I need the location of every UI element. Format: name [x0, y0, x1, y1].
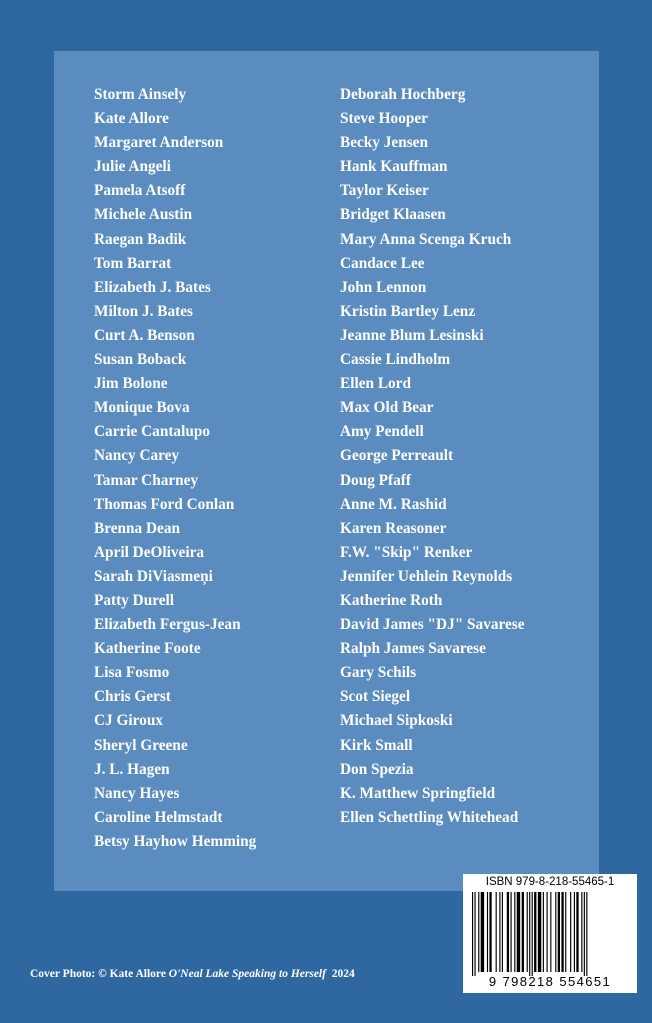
barcode-digits: 9 798218 554651 [488, 974, 612, 989]
contributor-name: Caroline Helmstadt [94, 808, 223, 826]
barcode-bar [481, 892, 484, 972]
contributor-name: Jeanne Blum Lesinski [340, 326, 484, 344]
isbn-label: ISBN 979-8-218-55465-1 [485, 876, 615, 888]
contributor-name: Kirk Small [340, 736, 413, 754]
contributor-name: Taylor Keiser [340, 182, 429, 200]
contributor-name: Chris Gerst [94, 688, 171, 706]
contributor-name: Jennifer Uehlein Reynolds [340, 567, 513, 585]
contributor-name: Nancy Carey [94, 447, 180, 465]
contributor-name: CJ Giroux [94, 712, 163, 730]
contributor-name: J. L. Hagen [94, 760, 170, 778]
barcode-bar [529, 892, 530, 976]
barcode-bars [472, 892, 628, 976]
contributor-name: Katherine Roth [340, 591, 443, 609]
barcode-bar [478, 892, 479, 972]
barcode-bar [565, 892, 566, 972]
barcode-bar [584, 892, 585, 976]
barcode-bar [487, 892, 488, 972]
contributor-name: Becky Jensen [340, 134, 428, 152]
contributor-name: Ellen Lord [340, 375, 411, 393]
contributor-name: Jim Bolone [94, 375, 168, 393]
contributor-name: John Lennon [340, 278, 427, 296]
contributor-name: Raegan Badik [94, 230, 187, 248]
contributor-name: Milton J. Bates [94, 302, 193, 320]
contributor-name: Julie Angeli [94, 158, 171, 176]
barcode-bar [574, 892, 575, 972]
contributor-name: Betsy Hayhow Hemming [94, 832, 257, 850]
contributor-name: Pamela Atsoff [94, 182, 186, 200]
contributor-name: David James "DJ" Savarese [340, 616, 525, 634]
barcode-bar [550, 892, 551, 972]
barcode-bar [576, 892, 578, 972]
barcode-bar [514, 892, 515, 972]
barcode-bar [586, 892, 587, 976]
credit-year: 2024 [331, 968, 355, 980]
contributor-name: Margaret Anderson [94, 134, 224, 152]
contributor-name: Curt A. Benson [94, 326, 195, 344]
contributor-name: F.W. "Skip" Renker [340, 543, 473, 561]
contributor-name: Nancy Hayes [94, 784, 180, 802]
contributor-name: Storm Ainsely [94, 86, 187, 103]
isbn-barcode [463, 874, 637, 993]
barcode-bar [532, 892, 533, 976]
contributor-name: Susan Boback [94, 351, 187, 369]
credit-title: O'Neal Lake Speaking to Herself [168, 968, 326, 980]
contributor-name: Michele Austin [94, 206, 193, 224]
barcode-bar [499, 892, 500, 972]
contributor-name: Cassie Lindholm [340, 351, 451, 369]
contributor-name: Amy Pendell [340, 423, 424, 441]
contributor-name: Sheryl Greene [94, 736, 188, 754]
contributor-name: Thomas Ford Conlan [94, 495, 235, 513]
contributor-name: Kate Allore [94, 110, 169, 128]
barcode-bar [581, 892, 582, 972]
barcode-bar [558, 892, 560, 972]
credit-prefix: Cover Photo: © Kate Allore [30, 968, 169, 980]
names-column-right [340, 83, 525, 830]
contributor-name: Candace Lee [340, 254, 425, 272]
contributor-name: Max Old Bear [340, 399, 434, 417]
contributor-name: Ralph James Savarese [340, 640, 486, 658]
contributor-name: Katherine Foote [94, 640, 201, 658]
contributor-name: Deborah Hochberg [340, 86, 466, 103]
barcode-bar [472, 892, 473, 976]
contributor-name: Karen Reasoner [340, 519, 447, 537]
barcode-bar [543, 892, 544, 972]
contributor-name: Brenna Dean [94, 519, 180, 537]
contributor-name: Don Spezia [340, 760, 414, 778]
contributor-name: Sarah DiViasmeņi [94, 567, 213, 585]
contributor-name: George Perreault [340, 447, 454, 465]
barcode-bar [517, 892, 520, 972]
cover-photo-credit [30, 968, 355, 980]
barcode-bar [555, 892, 556, 972]
contributor-name: Elizabeth J. Bates [94, 278, 211, 296]
contributor-name: Bridget Klaasen [340, 206, 446, 224]
contributor-name: Anne M. Rashid [340, 495, 447, 513]
barcode-bar [507, 892, 509, 972]
contributor-name: Lisa Fosmo [94, 664, 170, 682]
contributor-name: Scot Siegel [340, 688, 411, 706]
contributor-name: Kristin Bartley Lenz [340, 302, 476, 320]
barcode-bar [561, 892, 563, 972]
barcode-bar [534, 892, 536, 972]
barcode-bar [547, 892, 548, 972]
contributor-name: April DeOliveira [94, 543, 205, 561]
barcode-bar [496, 892, 497, 972]
contributor-name: Carrie Cantalupo [94, 423, 210, 441]
contributor-name: Tom Barrat [94, 254, 172, 272]
contributor-name: Gary Schils [340, 664, 417, 682]
barcode-bar [522, 892, 524, 972]
barcode-bar [502, 892, 503, 972]
barcode-bar [489, 892, 491, 972]
contributor-name: Steve Hooper [340, 110, 428, 128]
barcode-bar [511, 892, 512, 972]
contributor-name: Hank Kauffman [340, 158, 448, 176]
contributor-name: Elizabeth Fergus-Jean [94, 616, 241, 634]
contributor-name: K. Matthew Springfield [340, 784, 496, 802]
contributor-name: Tamar Charney [94, 471, 199, 489]
contributor-name: Ellen Schettling Whitehead [340, 808, 519, 826]
barcode-bar [474, 892, 475, 976]
contributor-name: Patty Durell [94, 591, 175, 609]
contributor-name: Monique Bova [94, 399, 190, 417]
barcode-bar [527, 892, 528, 972]
barcode-bar [570, 892, 571, 972]
contributor-name: Mary Anna Scenga Kruch [340, 230, 512, 248]
contributor-name: Michael Sipkoski [340, 712, 453, 730]
contributor-name: Doug Pfaff [340, 471, 411, 489]
barcode-bar [538, 892, 541, 972]
names-column-left [94, 83, 256, 854]
